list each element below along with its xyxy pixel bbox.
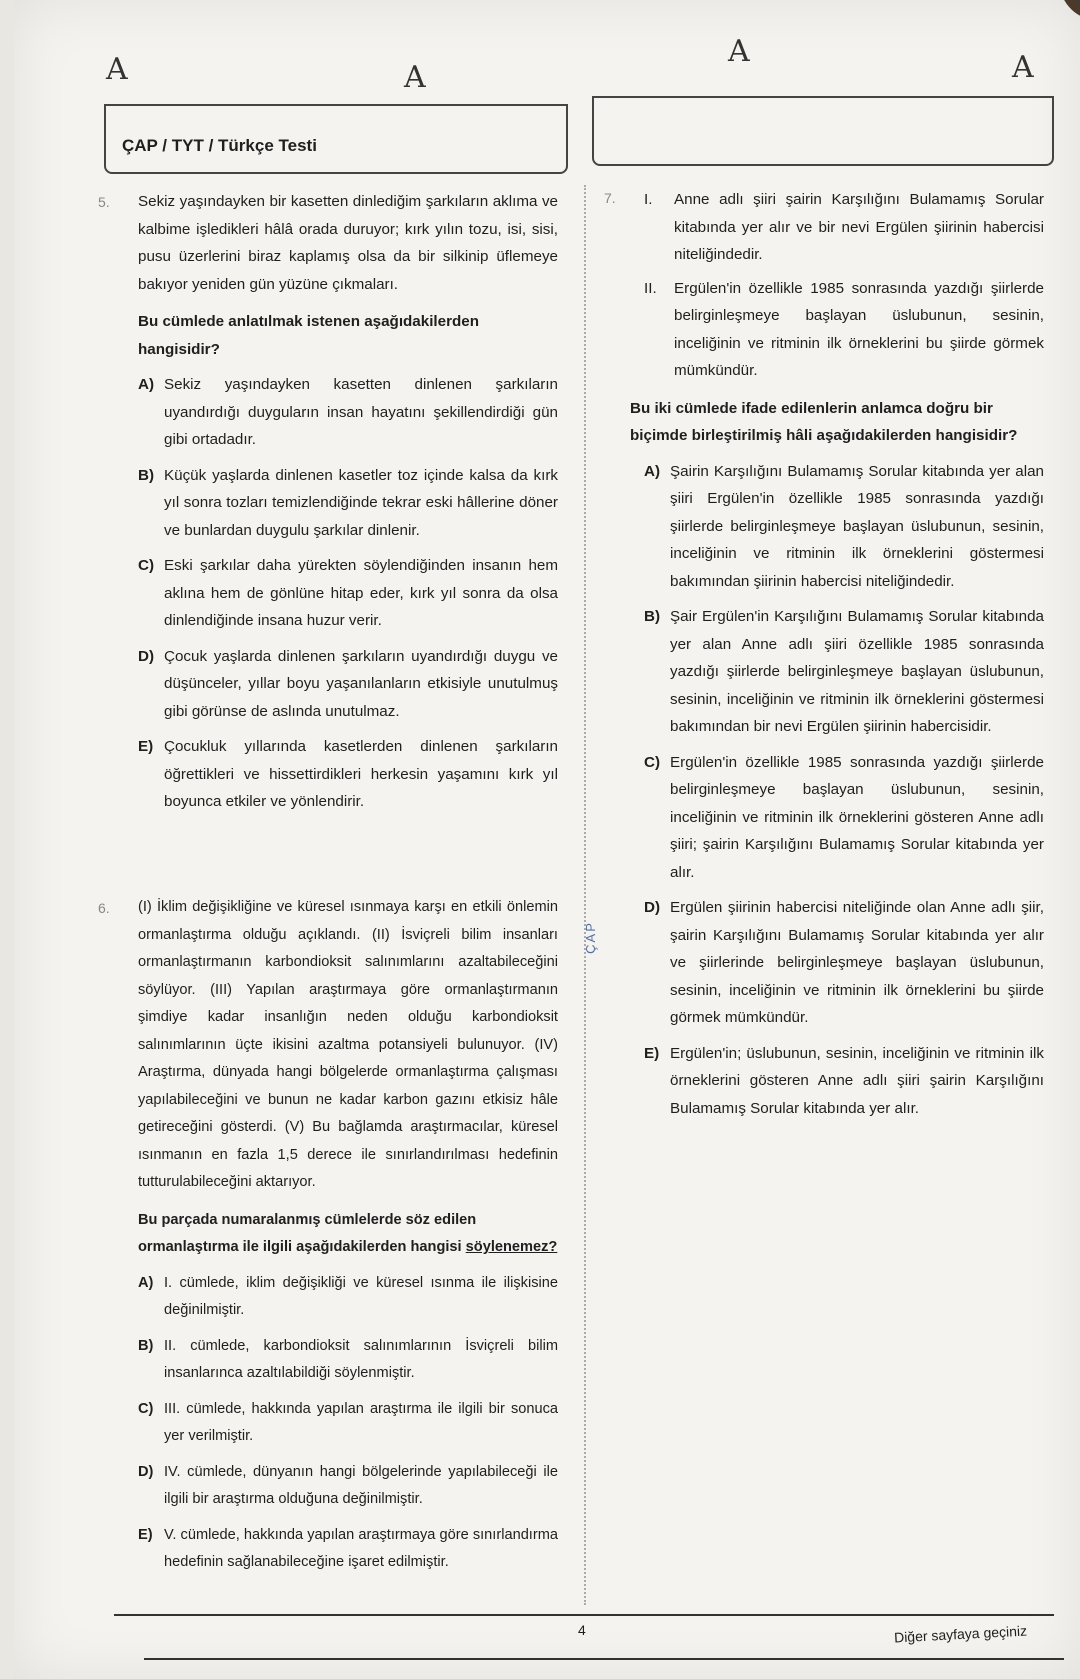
q5-option-text: Çocukluk yıllarında kasetlerden dinlenen şarkıların öğrettikleri ve hissettirdikleri herkesin yaşamını kırk yıl boyunca etkiler ve yönlendirir.: [164, 738, 558, 810]
q5-option-text: Sekiz yaşındayken kasetten dinlenen şarkıların uyandırdığı duyguların insan hayatını şekillendirdiği gün gibi ortadadır.: [164, 376, 558, 448]
question-5-stem: Sekiz yaşındayken bir kasetten dinlediğim şarkıların aklıma ve kalbime işledikleri hâlâ orada duruyor; kırk yılın tozu, isi, sisi, pusu üzerlerini biraz kaplamış olsa da bir silkinip üflemeye bakıyor yeniden gün yüzüne çıkmaları.: [138, 193, 558, 293]
q6-option-label: E): [138, 1526, 153, 1543]
q7-option-text: Ergülen şiirinin habercisi niteliğinde olan Anne adlı şiir, şairin Karşılığını Bulamamış Sorular kitabında yer alır ve şiirlerinde belirginleşmeye başlayan üslubunun, sesinin, inceliğinin ve ritminin ilk örneklerini bu şiirde görmek mümkündür.: [670, 899, 1044, 1026]
q6-option-1[interactable]: [138, 1270, 558, 1325]
footer-line-bottom: [144, 1658, 1064, 1660]
booklet-letter-right: A: [1012, 50, 1034, 85]
q6-option-text: I. cümlede, iklim değişikliği ve küresel ısınma ile ilişkisine değinilmiştir.: [164, 1274, 558, 1318]
question-5: [138, 188, 558, 816]
exam-page: [14, 0, 1080, 1679]
q6-option-label: B): [138, 1337, 154, 1354]
q6-option-text: III. cümlede, hakkında yapılan araştırma ile ilgili bir sonuca yer verilmiştir.: [164, 1400, 558, 1444]
question-7-number: 7.: [604, 190, 616, 206]
question-6-prompt: Bu parçada numaralanmış cümlelerde söz edilen ormanlaştırma ile ilgili aşağıdakilerden hangisi söylenemez?: [138, 1211, 558, 1255]
q5-option-text: Çocuk yaşlarda dinlenen şarkıların uyandırdığı duygu ve düşünceler, yıllar boyu yaşanılanların etkisiyle unutulmuş gibi görünse de aslında unutulmaz.: [164, 647, 558, 720]
q6-option-label: C): [138, 1400, 154, 1417]
q5-option-label: D): [138, 647, 155, 665]
q6-option-4[interactable]: [138, 1459, 558, 1514]
question-6: [138, 894, 558, 1577]
q7-statement-text: Ergülen'in özellikle 1985 sonrasında yazdığı şiirlerde belirginleşmeye başlayan üslubunun, sesinin, inceliğinin ve ritminin ilk örneklerini bu şiirde görmek mümkündür.: [674, 279, 1044, 379]
question-6-options: [138, 1270, 558, 1577]
q6-option-2[interactable]: [138, 1333, 558, 1388]
side-label: ÇAP: [582, 921, 598, 954]
q5-option-text: Eski şarkılar daha yürekten söylendiğinden insanın hem aklına hem de gönlüne hitap eder, kırk yıl sonra da olsa dinlendiğinde insana huzur verir.: [164, 557, 558, 629]
question-6-underlined: söylenemez?: [465, 1239, 558, 1255]
question-7-prompt: Bu iki cümlede ifade edilenlerin anlamca doğru bir biçimde birleştirilmiş hâli aşağıdakilerden hangisidir?: [630, 399, 1018, 444]
q7-option-text: Şairin Karşılığını Bulamamış Sorular kitabında yer alan şiiri Ergülen'in özellikle 1985 sonrasında yazdığı şiirlerde belirginleşmeye başlayan üslubunun, sesinin, inceliğinin ve ritminin ilk örneklerini göstermesi bakımından şiirinin habercisi niteliğindedir.: [670, 462, 1044, 590]
booklet-letter-center-right: A: [728, 34, 750, 69]
q5-option-label: C): [138, 557, 155, 574]
q5-option-1[interactable]: [138, 371, 558, 454]
question-6-stem: (I) İklim değişikliğine ve küresel ısınmaya karşı en etkili önlemin ormanlaştırma olduğu açıklandı. (II) İsviçreli bilim insanları ormanlaştırmanın karbondioksit salınımlarını azaltabileceğini söylüyor. (III) Yapılan araştırmaya göre ormanlaştırmanın şimdiye kadar insanlığın neden olduğu karbondioksit salınımlarının üçte ikisini azaltma potansiyeli bulunuyor. (IV) Araştırma, dünyada hangi bölgelerde ormanlaştırma çalışması yapılabileceğini ve bunun ne kadar karbon gazını etkisiz hâle getireceğini gösterdi. (V) Bu bağlamda araştırmacılar, küresel ısınmanın en fazla 1,5 derece ile sınırlandırılması hedefinin tutturulabileceğini aktarıyor.: [138, 899, 558, 1190]
q6-option-5[interactable]: [138, 1522, 558, 1577]
q7-statement-2[interactable]: [644, 275, 1044, 385]
q5-option-3[interactable]: [138, 552, 558, 635]
q5-option-2[interactable]: [138, 462, 558, 545]
q6-option-text: II. cümlede, karbondioksit salınımlarının İsviçreli bilim insanlarınca azaltılabildiği söylenmiştir.: [164, 1337, 558, 1381]
column-divider: [584, 185, 586, 1605]
q7-option-3[interactable]: [644, 749, 1044, 887]
q7-statement-label: I.: [644, 191, 653, 208]
q7-option-label: A): [644, 462, 661, 480]
footer-line-top: [114, 1614, 1054, 1616]
q7-option-4[interactable]: [644, 894, 1044, 1032]
q6-option-label: D): [138, 1463, 154, 1480]
question-5-options: [138, 371, 558, 816]
q7-option-text: Ergülen'in; üslubunun, sesinin, inceliğinin ve ritminin ilk örneklerini gösteren Anne adlı şiiri şairin Karşılığını Bulamamış Sorular kitabında yer alır.: [670, 1044, 1044, 1117]
question-7-statements: [644, 186, 1044, 385]
page-number: 4: [578, 1622, 586, 1638]
question-6-number: 6.: [98, 900, 110, 916]
q5-option-text: Küçük yaşlarda dinlenen kasetler toz içinde kalsa da kırk yıl sonra tozları temizlendiğinde tekrar eski hâllerine döner ve bunlardan duygulu şarkılar dinlenir.: [164, 466, 558, 539]
q6-option-label: A): [138, 1274, 154, 1291]
q7-option-label: E): [644, 1044, 660, 1062]
q5-option-5[interactable]: [138, 733, 558, 816]
question-7: [630, 180, 1044, 1122]
q5-option-label: B): [138, 466, 155, 484]
page-corner-shadow: [1050, 0, 1080, 30]
question-5-prompt: Bu cümlede anlatılmak istenen aşağıdakilerden hangisidir?: [138, 313, 479, 358]
q7-statement-text: Anne adlı şiiri şairin Karşılığını Bulamamış Sorular kitabında yer alır ve bir nevi Ergülen şiirinin habercisi niteliğindedir.: [674, 191, 1044, 263]
test-title: ÇAP / TYT / Türkçe Testi: [122, 136, 317, 155]
q7-statement-1[interactable]: [644, 186, 1044, 269]
header-box-right: [592, 96, 1054, 166]
q6-option-3[interactable]: [138, 1396, 558, 1451]
q7-option-2[interactable]: [644, 603, 1044, 741]
q5-option-label: E): [138, 738, 154, 755]
booklet-letter-center-left: A: [404, 60, 426, 95]
next-page-note: Diğer sayfaya geçiniz: [893, 1622, 1028, 1646]
q6-option-text: IV. cümlede, dünyanın hangi bölgelerinde yapılabileceği ile ilgili bir araştırma olduğuna değinilmiştir.: [164, 1463, 558, 1507]
q7-option-label: B): [644, 608, 661, 625]
booklet-letter-left: A: [106, 52, 128, 87]
q7-option-1[interactable]: [644, 458, 1044, 596]
q7-statement-label: II.: [644, 279, 657, 297]
q7-option-text: Ergülen'in özellikle 1985 sonrasında yazdığı şiirlerde belirginleşmeye başlayan üslubunun, sesinin, inceliğinin ve ritminin ilk örneklerini gösteren Anne adlı şiiri; şairin Karşılığını Bulamamış Sorular kitabında yer alır.: [670, 753, 1044, 881]
q7-option-text: Şair Ergülen'in Karşılığını Bulamamış Sorular kitabında yer alan Anne adlı şiiri özellikle 1985 sonrasında yazdığı şiirlerde belirginleşmeye başlayan üslubunun, sesinin, inceliğinin ve ritminin ilk örneklerini göstermesi bakımından bir nevi Ergülen şiirinin habercisidir.: [670, 608, 1044, 735]
q7-option-label: D): [644, 899, 661, 916]
q6-option-text: V. cümlede, hakkında yapılan araştırmaya göre sınırlandırma hedefinin sağlanabileceğine işaret edilmiştir.: [164, 1526, 558, 1570]
question-7-options: [644, 458, 1044, 1123]
q5-option-4[interactable]: [138, 643, 558, 726]
q7-option-5[interactable]: [644, 1040, 1044, 1123]
question-5-number: 5.: [98, 194, 110, 210]
q5-option-label: A): [138, 376, 155, 393]
q7-option-label: C): [644, 753, 661, 771]
